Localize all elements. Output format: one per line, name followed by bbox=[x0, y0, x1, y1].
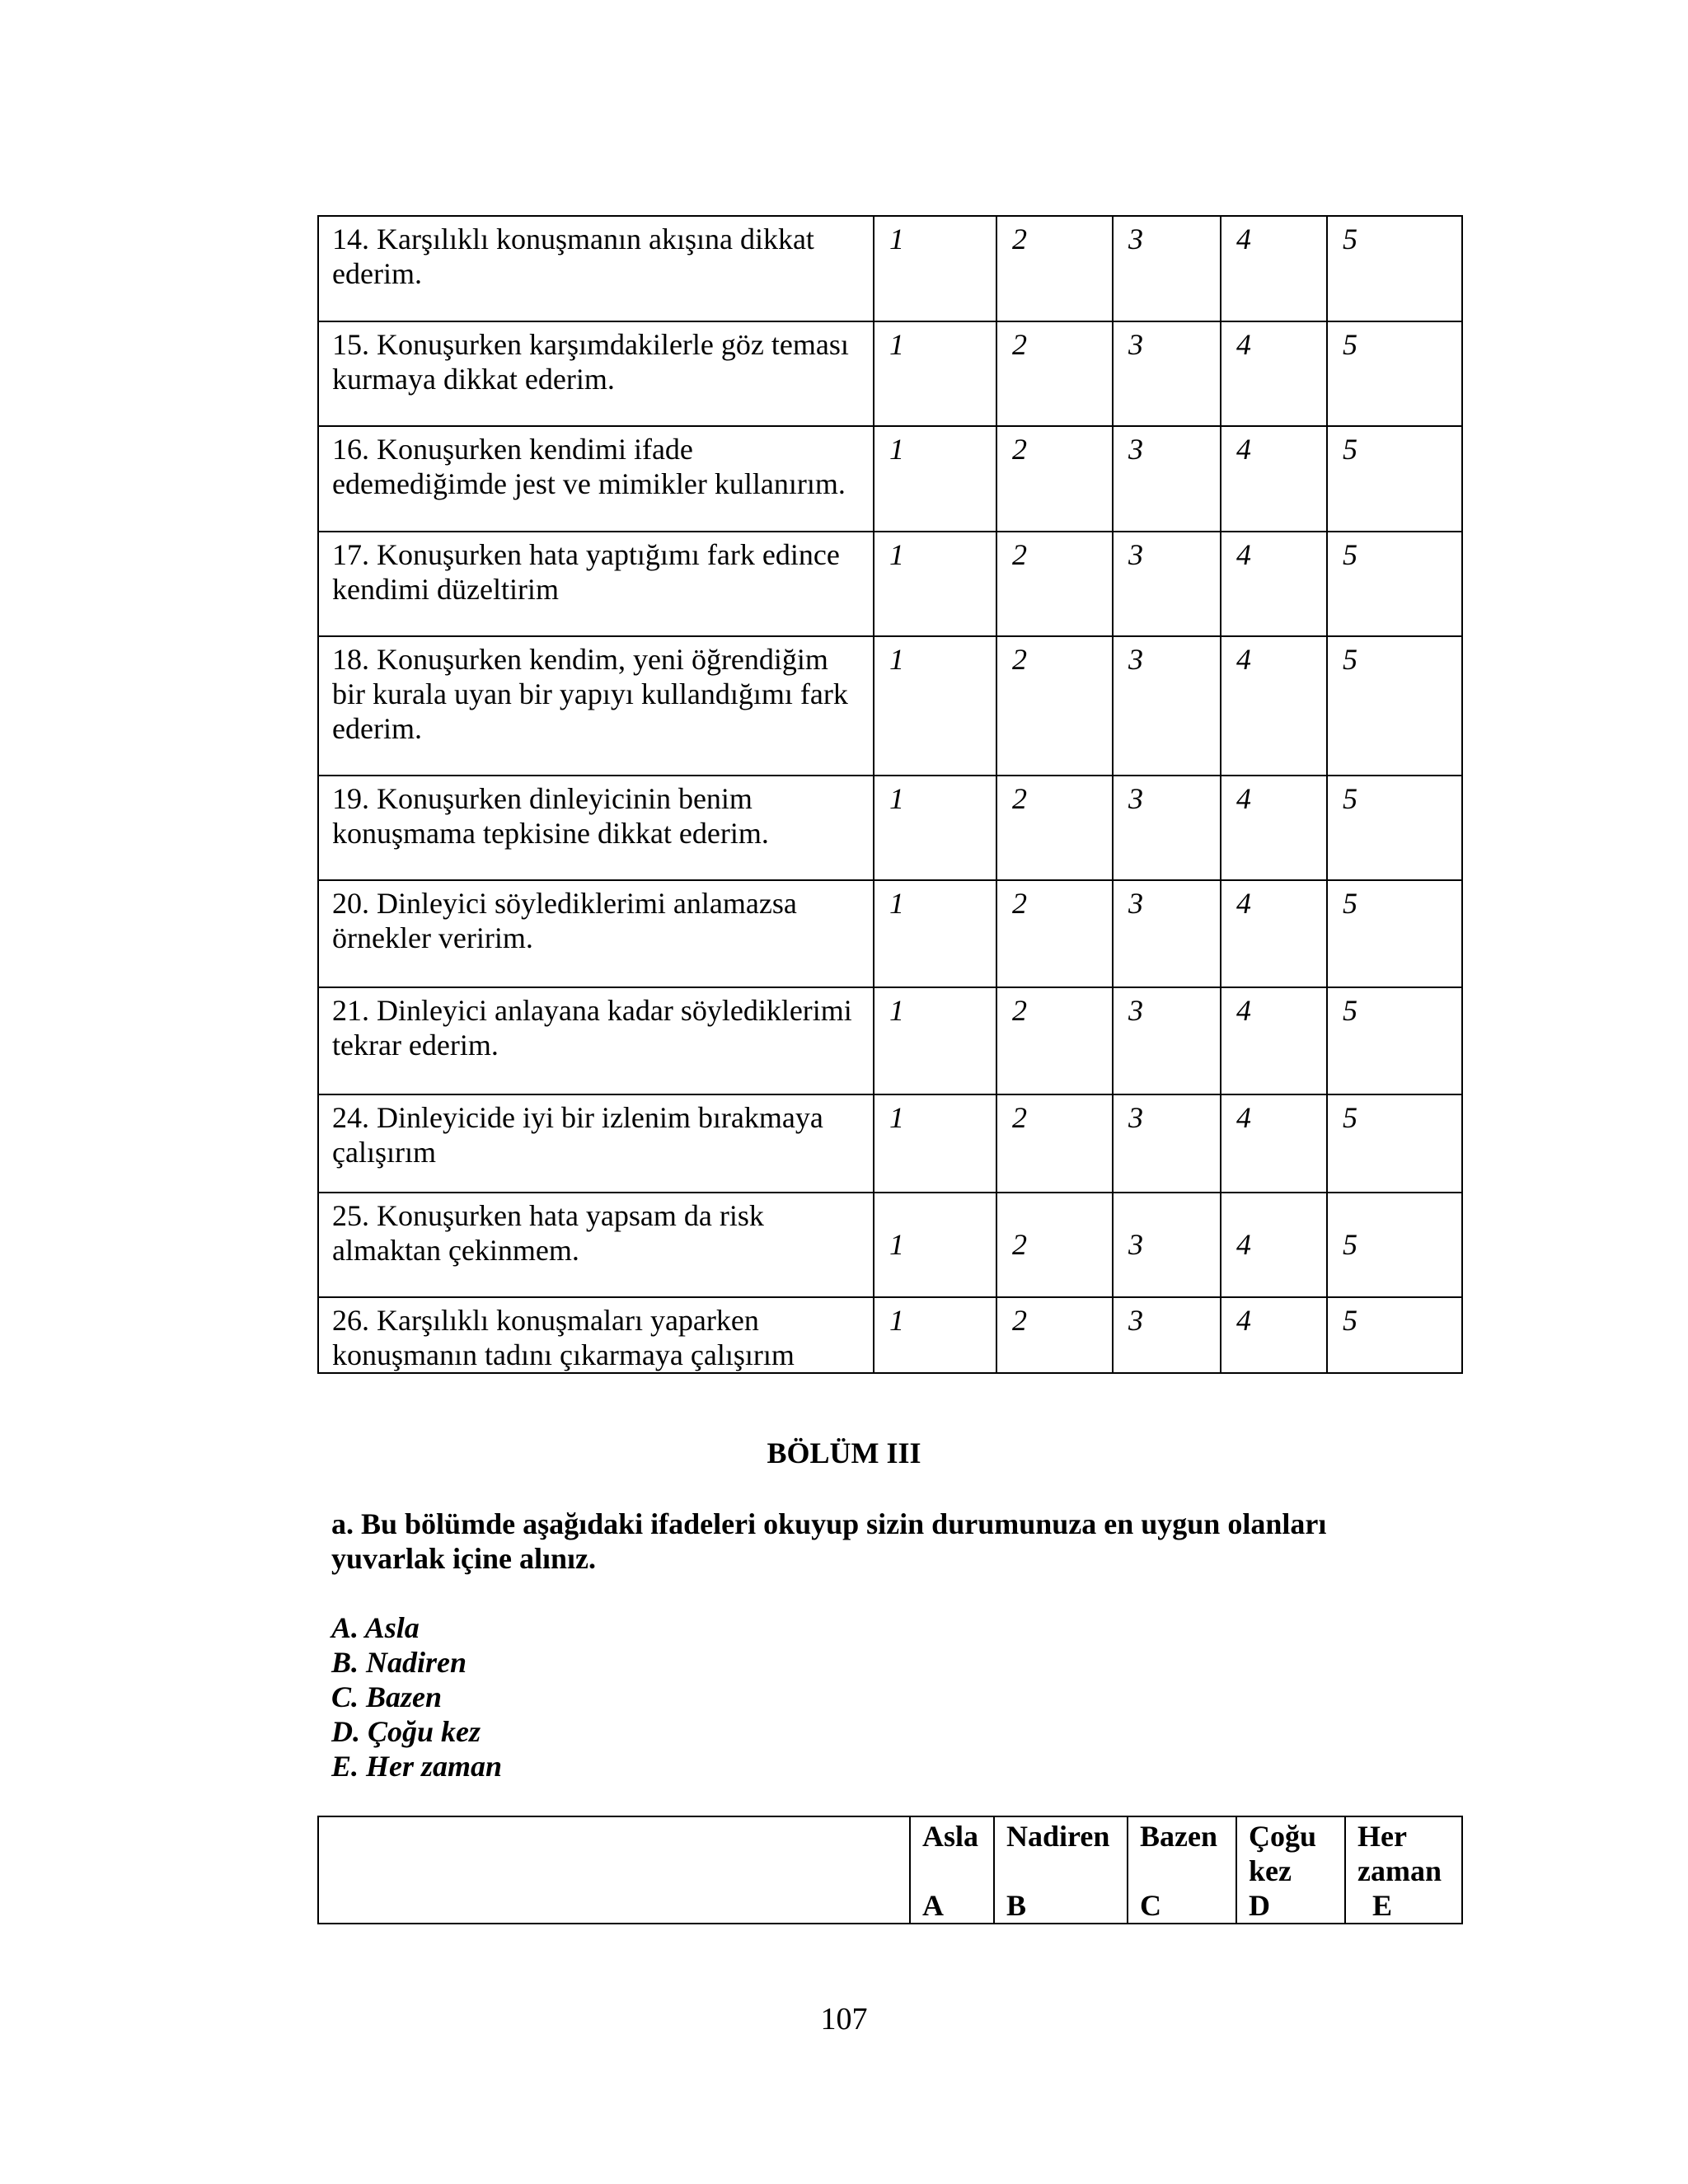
scale-option-5[interactable]: 5 bbox=[1327, 1193, 1462, 1297]
table-row bbox=[318, 880, 1462, 987]
table-row bbox=[318, 776, 1462, 880]
instruction-text: a. Bu bölümde aşağıdaki ifadeleri okuyup sizin durumunuza en uygun olanları yuvarlak içine alınız. bbox=[331, 1507, 1327, 1575]
scale-option-1[interactable]: 1 bbox=[874, 987, 996, 1094]
header-label: Çoğu kez bbox=[1249, 1820, 1317, 1887]
scale-option-4[interactable]: 4 bbox=[1221, 216, 1327, 321]
item-text: 17. Konuşurken hata yaptığımı fark edince kendimi düzeltirim bbox=[318, 532, 874, 636]
scale-option-5[interactable]: 5 bbox=[1327, 636, 1462, 776]
scale-option-3[interactable]: 3 bbox=[1113, 1193, 1221, 1297]
item-text: 16. Konuşurken kendimi ifade edemediğimde jest ve mimikler kullanırım. bbox=[318, 426, 874, 532]
scale-option-3[interactable]: 3 bbox=[1113, 532, 1221, 636]
header-letter: A bbox=[922, 1889, 944, 1922]
table-row bbox=[318, 1816, 1462, 1924]
header-label: Her zaman bbox=[1357, 1820, 1442, 1887]
header-label: Bazen bbox=[1140, 1820, 1217, 1853]
item-text: 25. Konuşurken hata yapsam da risk almaktan çekinmem. bbox=[318, 1193, 874, 1297]
item-text: 18. Konuşurken kendim, yeni öğrendiğim bir kurala uyan bir yapıyı kullandığımı fark ederim. bbox=[318, 636, 874, 776]
scale-option-5[interactable]: 5 bbox=[1327, 1094, 1462, 1193]
scale-option-5[interactable]: 5 bbox=[1327, 321, 1462, 426]
scale-option-2[interactable]: 2 bbox=[996, 1094, 1113, 1193]
scale-option-2[interactable]: 2 bbox=[996, 987, 1113, 1094]
header-cell-her-zaman bbox=[1345, 1816, 1462, 1924]
table-row bbox=[318, 532, 1462, 636]
scale-option-2[interactable]: 2 bbox=[996, 321, 1113, 426]
option-b: B. Nadiren bbox=[331, 1646, 467, 1679]
scale-option-4[interactable]: 4 bbox=[1221, 1297, 1327, 1373]
scale-option-4[interactable]: 4 bbox=[1221, 880, 1327, 987]
scale-option-3[interactable]: 3 bbox=[1113, 776, 1221, 880]
scale-option-2[interactable]: 2 bbox=[996, 1297, 1113, 1373]
scale-option-2[interactable]: 2 bbox=[996, 426, 1113, 532]
header-cell-nadiren bbox=[994, 1816, 1128, 1924]
scale-option-1[interactable]: 1 bbox=[874, 776, 996, 880]
header-label: Nadiren bbox=[1006, 1820, 1110, 1853]
header-letter: E bbox=[1372, 1889, 1393, 1922]
scale-option-3[interactable]: 3 bbox=[1113, 426, 1221, 532]
option-a: A. Asla bbox=[331, 1611, 420, 1644]
header-cell-bazen bbox=[1128, 1816, 1236, 1924]
option-e: E. Her zaman bbox=[331, 1750, 503, 1783]
scale-option-5[interactable]: 5 bbox=[1327, 776, 1462, 880]
item-text: 19. Konuşurken dinleyicinin benim konuşmama tepkisine dikkat ederim. bbox=[318, 776, 874, 880]
option-d: D. Çoğu kez bbox=[331, 1715, 481, 1748]
scale-option-1[interactable]: 1 bbox=[874, 1094, 996, 1193]
scale-option-1[interactable]: 1 bbox=[874, 880, 996, 987]
likert-table-body bbox=[318, 216, 1462, 1373]
option-c: C. Bazen bbox=[331, 1680, 443, 1713]
scale-option-3[interactable]: 3 bbox=[1113, 216, 1221, 321]
table-row bbox=[318, 426, 1462, 532]
scale-option-1[interactable]: 1 bbox=[874, 636, 996, 776]
table-row bbox=[318, 1193, 1462, 1297]
scale-option-4[interactable]: 4 bbox=[1221, 776, 1327, 880]
scale-option-4[interactable]: 4 bbox=[1221, 1193, 1327, 1297]
header-cell-cogu-kez bbox=[1236, 1816, 1345, 1924]
scale-option-2[interactable]: 2 bbox=[996, 880, 1113, 987]
table-row bbox=[318, 987, 1462, 1094]
item-text: 15. Konuşurken karşımdakilerle göz teması kurmaya dikkat ederim. bbox=[318, 321, 874, 426]
item-text: 20. Dinleyici söylediklerimi anlamazsa örnekler veririm. bbox=[318, 880, 874, 987]
header-cell-asla bbox=[910, 1816, 994, 1924]
table-row bbox=[318, 1297, 1462, 1373]
header-letter: C bbox=[1140, 1889, 1161, 1922]
scale-option-4[interactable]: 4 bbox=[1221, 532, 1327, 636]
scale-option-3[interactable]: 3 bbox=[1113, 1297, 1221, 1373]
scale-option-2[interactable]: 2 bbox=[996, 776, 1113, 880]
scale-option-4[interactable]: 4 bbox=[1221, 426, 1327, 532]
options-list bbox=[331, 1610, 502, 1783]
scale-option-4[interactable]: 4 bbox=[1221, 1094, 1327, 1193]
scale-option-5[interactable]: 5 bbox=[1327, 880, 1462, 987]
scale-option-4[interactable]: 4 bbox=[1221, 321, 1327, 426]
scale-option-2[interactable]: 2 bbox=[996, 216, 1113, 321]
scale-option-1[interactable]: 1 bbox=[874, 216, 996, 321]
table-row bbox=[318, 216, 1462, 321]
item-text: 24. Dinleyicide iyi bir izlenim bırakmaya çalışırım bbox=[318, 1094, 874, 1193]
scale-option-3[interactable]: 3 bbox=[1113, 636, 1221, 776]
scale-option-1[interactable]: 1 bbox=[874, 1193, 996, 1297]
statement-header-cell bbox=[318, 1816, 910, 1924]
item-text: 21. Dinleyici anlayana kadar söylediklerimi tekrar ederim. bbox=[318, 987, 874, 1094]
scale-option-4[interactable]: 4 bbox=[1221, 636, 1327, 776]
section-title: BÖLÜM III bbox=[767, 1436, 921, 1469]
scale-option-3[interactable]: 3 bbox=[1113, 880, 1221, 987]
scale-option-2[interactable]: 2 bbox=[996, 1193, 1113, 1297]
scale-option-5[interactable]: 5 bbox=[1327, 532, 1462, 636]
scale-option-5[interactable]: 5 bbox=[1327, 987, 1462, 1094]
item-text: 26. Karşılıklı konuşmaları yaparken konuşmanın tadını çıkarmaya çalışırım bbox=[318, 1297, 874, 1373]
scale-option-1[interactable]: 1 bbox=[874, 426, 996, 532]
scale-option-3[interactable]: 3 bbox=[1113, 321, 1221, 426]
likert-table bbox=[317, 215, 1463, 1374]
table-row bbox=[318, 321, 1462, 426]
table-row bbox=[318, 636, 1462, 776]
scale-option-3[interactable]: 3 bbox=[1113, 1094, 1221, 1193]
scale-option-5[interactable]: 5 bbox=[1327, 426, 1462, 532]
page-number: 107 bbox=[820, 2002, 868, 2036]
scale-option-5[interactable]: 5 bbox=[1327, 1297, 1462, 1373]
scale-option-1[interactable]: 1 bbox=[874, 1297, 996, 1373]
header-letter: D bbox=[1249, 1889, 1270, 1922]
table-row bbox=[318, 1094, 1462, 1193]
scale-option-2[interactable]: 2 bbox=[996, 532, 1113, 636]
header-label: Asla bbox=[922, 1820, 979, 1853]
item-text: 14. Karşılıklı konuşmanın akışına dikkat ederim. bbox=[318, 216, 874, 321]
scale-option-4[interactable]: 4 bbox=[1221, 987, 1327, 1094]
header-letter: B bbox=[1006, 1889, 1027, 1922]
answer-header-table bbox=[317, 1816, 1463, 1924]
scale-option-1[interactable]: 1 bbox=[874, 532, 996, 636]
scale-option-2[interactable]: 2 bbox=[996, 636, 1113, 776]
scale-option-5[interactable]: 5 bbox=[1327, 216, 1462, 321]
scale-option-3[interactable]: 3 bbox=[1113, 987, 1221, 1094]
scale-option-1[interactable]: 1 bbox=[874, 321, 996, 426]
